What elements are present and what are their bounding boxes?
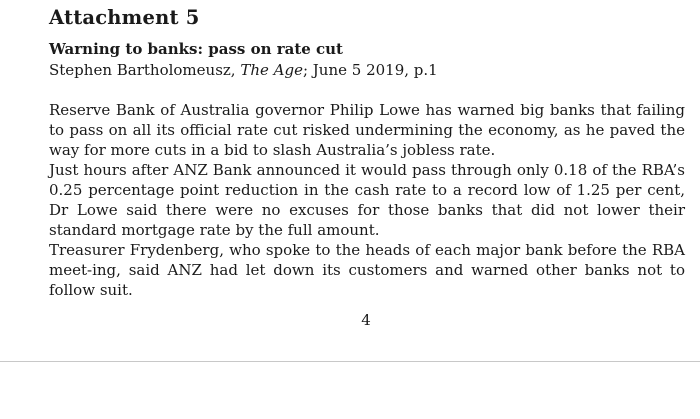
article-title: Warning to banks: pass on rate cut: [49, 40, 343, 58]
article-paragraph: Just hours after ANZ Bank announced it would pass through only 0.18 of the RBA’s 0.25 percentage point reduction in the cash rate to a record low of 1.25 per cent, Dr Lowe said there were no excuses for those banks that did not lower their standard mortgage rate by the full amount.: [49, 161, 685, 239]
page-number: 4: [361, 311, 371, 329]
article-byline: [49, 61, 438, 79]
attachment-heading: Attachment 5: [49, 6, 200, 29]
article-date-page: ; June 5 2019, p.1: [302, 61, 438, 79]
article-paragraph: Reserve Bank of Australia governor Philip Lowe has warned big banks that failing to pass on all its official rate cut risked undermining the economy, as he paved the way for more cuts in a bid to slash Australia’s jobless rate.: [49, 101, 685, 159]
article-publication: The Age: [240, 61, 303, 79]
article-body: [49, 100, 685, 300]
article-author: Stephen Bartholomeusz,: [49, 61, 236, 79]
page-gap: [0, 362, 700, 419]
article-paragraph: Treasurer Frydenberg, who spoke to the heads of each major bank before the RBA meet-ing, said ANZ had let down its customers and warned other banks not to follow suit.: [49, 241, 685, 299]
